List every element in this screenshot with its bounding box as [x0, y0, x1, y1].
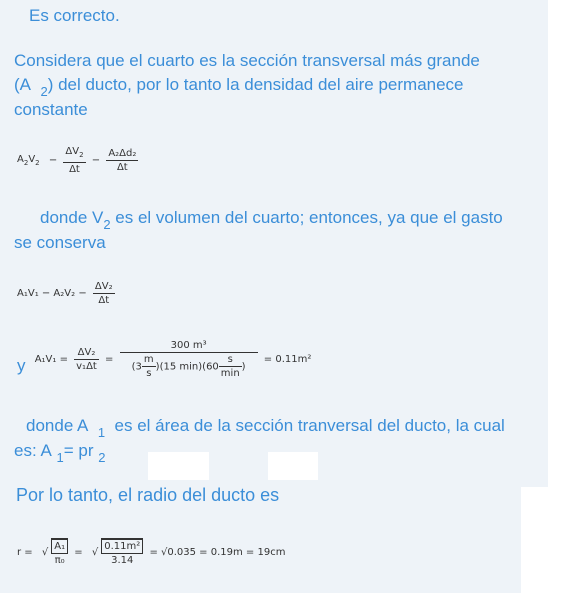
equation-1: $A_2V_2$ − $\frac{\Delta V_2}{\Delta t}$ − $\frac{\text{A₂Δd₂}}{\Delta t}$	[17, 146, 137, 175]
paragraph-4: Por lo tanto, el radio del ducto es	[16, 485, 280, 505]
paragraph-3-line-2: es: A $_1$= pr $_2$	[14, 441, 106, 465]
correct-feedback: Es correcto.	[29, 6, 120, 25]
paragraph-3-line-1: donde A $_1$ es el área de la sección tranversal del ducto, la cual	[26, 416, 505, 440]
white-margin	[521, 487, 569, 593]
paragraph-2	[14, 206, 554, 255]
paragraph-1-line-1: Considera que el cuarto es la sección transversal más grande	[14, 51, 480, 70]
paragraph-1-line-2: (A $_2$) del ducto, por lo tanto la densidad del aire permanece	[14, 75, 464, 99]
equation-4: r = √ $\frac{\text{A₁}}{\text{π₀}}$ = √ $\frac{\text{0.11m²}}{3.14}$ = √0.035 = 0.19m = 19cm	[14, 538, 288, 567]
paragraph-2-line-1: donde $V_2$ es el volumen del cuarto; entonces, ya que el gasto	[40, 208, 503, 232]
equation-3: y A₁V₁ = $\frac{\text{ΔV₂}}{\text{v₁Δt}}$ = 300 m³ (3 $\frac{m}{s}$ )(15 min)(60 $\frac{s}{\min}$ ) = 0.11m²	[17, 340, 312, 379]
equation-2: A₁V₁ − A₂V₂ − $\frac{\text{ΔV₂}}{\Delta t}$	[17, 281, 113, 306]
paragraph-1	[14, 49, 544, 122]
paragraph-3	[14, 414, 559, 464]
paragraph-2-line-2: se conserva	[14, 233, 106, 252]
paragraph-1-line-3: constante	[14, 100, 88, 119]
